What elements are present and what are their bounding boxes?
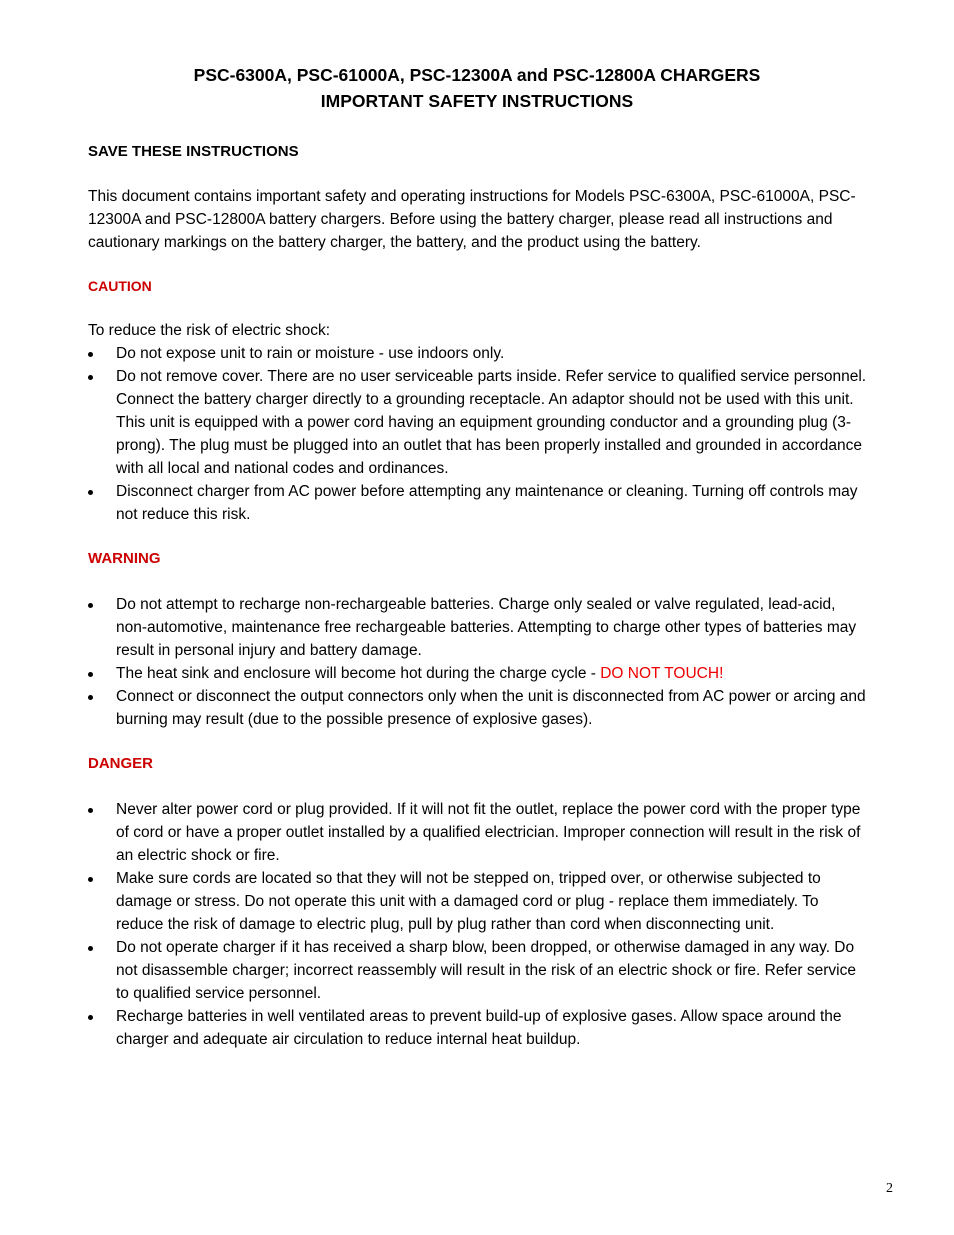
save-instructions-heading: SAVE THESE INSTRUCTIONS xyxy=(88,143,299,160)
warning-heading: WARNING xyxy=(88,550,161,567)
list-item xyxy=(88,593,868,662)
bullet-icon xyxy=(88,808,93,813)
bullet-icon xyxy=(88,603,93,608)
title-line-models: PSC-6300A, PSC-61000A, PSC-12300A and PSC-12800A CHARGERS xyxy=(193,65,761,85)
list-item xyxy=(88,936,868,1005)
title-line-safety: IMPORTANT SAFETY INSTRUCTIONS xyxy=(320,91,634,111)
bullet-icon xyxy=(88,672,93,677)
list-item xyxy=(88,1005,868,1051)
list-item xyxy=(88,798,868,867)
list-item-text: Disconnect charger from AC power before attempting any maintenance or cleaning. Turning off controls may not reduce this risk. xyxy=(116,483,858,523)
list-item xyxy=(88,867,868,936)
do-not-touch-alert: DO NOT TOUCH! xyxy=(600,665,724,682)
list-item xyxy=(88,342,868,365)
list-item-text: Connect or disconnect the output connectors only when the unit is disconnected from AC power or arcing and burning may result (due to the possible presence of explosive gases). xyxy=(116,688,866,728)
caution-list xyxy=(88,342,868,526)
list-item-text: Do not remove cover. There are no user serviceable parts inside. Refer service to qualified service personnel. Connect the battery charger directly to a grounding receptacle. An adaptor should not be used with this unit. This unit is equipped with a power cord having an equipment grounding conductor and a grounding plug (3-prong). The plug must be plugged into an outlet that has been properly installed and grounded in accordance with all local and national codes and ordinances. xyxy=(116,368,867,477)
bullet-icon xyxy=(88,352,93,357)
page-number: 2 xyxy=(886,1181,893,1196)
list-item xyxy=(88,685,868,731)
warning-list xyxy=(88,593,868,731)
list-item-text: Do not attempt to recharge non-rechargeable batteries. Charge only sealed or valve regulated, lead-acid, non-automotive, maintenance free rechargeable batteries. Attempting to charge other types of batteries may result in personal injury and battery damage. xyxy=(116,596,857,659)
list-item-text: Do not operate charger if it has received a sharp blow, been dropped, or otherwise damaged in any way. Do not disassemble charger; incorrect reassembly will result in the risk of an electric shock or fire. Refer service to qualified service personnel. xyxy=(116,939,856,1002)
danger-heading: DANGER xyxy=(88,755,154,772)
bullet-icon xyxy=(88,1015,93,1020)
danger-list xyxy=(88,798,868,1051)
caution-heading: CAUTION xyxy=(88,278,152,294)
document-title xyxy=(0,62,954,114)
list-item-text: Recharge batteries in well ventilated areas to prevent build-up of explosive gases. Allow space around the charger and adequate air circulation to reduce internal heat buildup. xyxy=(116,1008,842,1048)
bullet-icon xyxy=(88,375,93,380)
bullet-icon xyxy=(88,946,93,951)
caution-lead: To reduce the risk of electric shock: xyxy=(88,322,331,339)
list-item-text: Never alter power cord or plug provided. If it will not fit the outlet, replace the power cord with the proper type of cord or have a proper outlet installed by a qualified electrician. Improper connection will result in the risk of an electric shock or fire. xyxy=(116,801,861,864)
list-item xyxy=(88,365,868,480)
bullet-icon xyxy=(88,877,93,882)
bullet-icon xyxy=(88,490,93,495)
list-item xyxy=(88,480,868,526)
list-item-text: Do not expose unit to rain or moisture - use indoors only. xyxy=(116,345,505,362)
bullet-icon xyxy=(88,695,93,700)
list-item-text: The heat sink and enclosure will become hot during the charge cycle - xyxy=(116,665,601,682)
intro-paragraph: This document contains important safety and operating instructions for Models PSC-6300A, PSC-61000A, PSC-12300A and PSC-12800A battery chargers. Before using the battery charger, please read all instructions and cautionary markings on the battery charger, the battery, and the product using the battery. xyxy=(88,188,856,251)
list-item-text: Make sure cords are located so that they will not be stepped on, tripped over, or otherwise subjected to damage or stress. Do not operate this unit with a damaged cord or plug - replace them immediately. To reduce the risk of damage to electric plug, pull by plug rather than cord when disconnecting unit. xyxy=(116,870,821,933)
document-body xyxy=(88,140,868,1051)
list-item xyxy=(88,662,868,685)
